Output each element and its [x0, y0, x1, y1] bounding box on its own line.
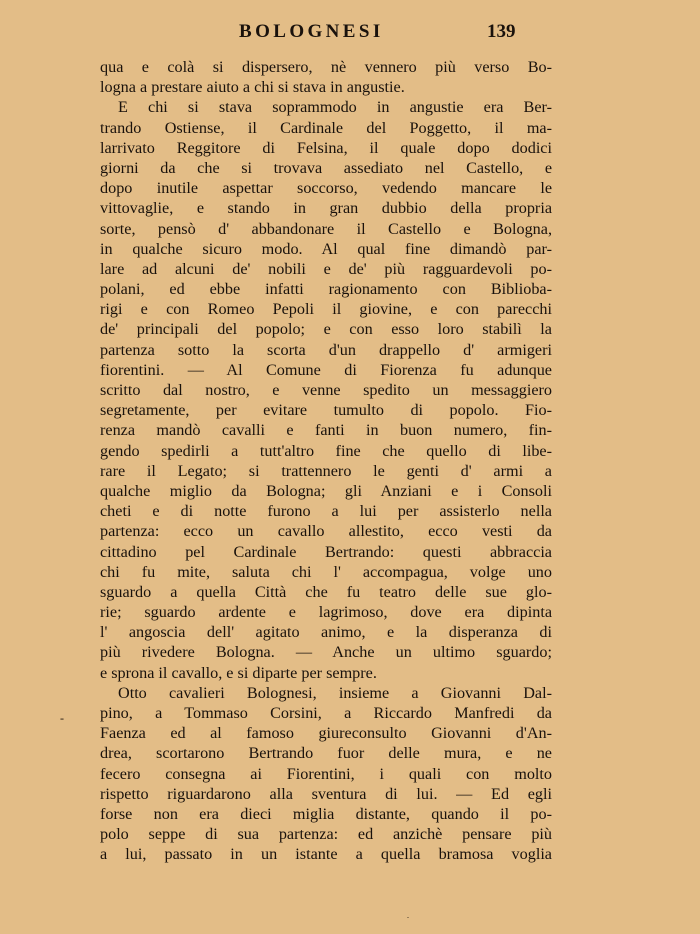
text-line: cheti e di notte furono a lui per assisterlo nella	[100, 502, 552, 521]
text-line: sorte, pensò d' abbandonare il Castello e Bologna,	[100, 219, 552, 238]
text-line: rispetto riguardarono alla sventura di lui. — Ed egli	[100, 784, 552, 803]
text-line: pino, a Tommaso Corsini, a Riccardo Manfredi da	[100, 704, 552, 722]
text-line: E chi si stava soprammodo in angustie era Ber-	[118, 98, 552, 117]
text-line: logna a prestare aiuto a chi si stava in angustie.	[100, 78, 405, 97]
text-line: scritto dal nostro, e venne spedito un messaggiero	[100, 381, 552, 399]
foot-mark: .	[407, 911, 409, 920]
text-line: rigi e con Romeo Pepoli il giovine, e con parecchi	[100, 300, 552, 319]
text-line: più rivedere Bologna. — Anche un ultimo sguardo;	[100, 643, 552, 662]
text-line: giorni da che si trovava assediato nel Castello, e	[100, 158, 552, 177]
text-line: larrivato Reggitore di Felsina, il quale dopo dodici	[100, 138, 552, 157]
text-line: drea, scortarono Bertrando fuor delle mura, e ne	[100, 744, 552, 763]
text-line: a lui, passato in un istante a quella bramosa voglia	[100, 845, 552, 864]
text-line: partenza: ecco un cavallo allestito, ecco vesti da	[100, 522, 552, 541]
text-line: polani, ed ebbe infatti ragionamento con Biblioba-	[100, 280, 552, 299]
text-line: chi fu mite, saluta chi l' accompagua, volge uno	[100, 562, 552, 581]
text-line: rie; sguardo ardente e lagrimoso, dove era dipinta	[100, 603, 552, 622]
text-line: cittadino pel Cardinale Bertrando: questi abbraccia	[100, 542, 552, 561]
text-line: qua e colà si dispersero, nè vennero più verso Bo-	[100, 58, 552, 76]
text-line: Faenza ed al famoso giureconsulto Giovanni d'An-	[100, 724, 552, 743]
text-line: e sprona il cavallo, e si diparte per sempre.	[100, 663, 377, 682]
text-line: gendo spedirli a tutt'altro fine che quello di libe-	[100, 441, 552, 460]
text-line: lare ad alcuni de' nobili e de' più ragguardevoli po-	[100, 259, 552, 278]
text-line: renza mandò cavalli e fanti in buon numero, fin-	[100, 421, 552, 440]
text-line: in qualche sicuro modo. Al qual fine dimandò par-	[100, 239, 552, 258]
text-line: fiorentini. — Al Comune di Fiorenza fu adunque	[100, 360, 552, 379]
text-line: polo seppe di sua partenza: ed anzichè pensare più	[100, 825, 552, 844]
margin-mark: -	[60, 711, 64, 725]
text-line: Otto cavalieri Bolognesi, insieme a Giovanni Dal-	[118, 683, 552, 702]
text-line: sguardo a quella Città che fu teatro delle sue glo-	[100, 582, 552, 601]
text-line: l' angoscia dell' agitato animo, e la disperanza di	[100, 623, 552, 642]
text-line: fecero consegna ai Fiorentini, i quali con molto	[100, 764, 552, 783]
body-text	[100, 57, 552, 865]
text-line: partenza sotto la scorta d'un drappello d' armigeri	[100, 340, 552, 359]
page-number: 139	[487, 21, 516, 42]
text-line: vittovaglie, e stando in gran dubbio della propria	[100, 199, 552, 218]
text-line: dopo inutile aspettar soccorso, vedendo mancare le	[100, 179, 552, 198]
text-line: de' principali del popolo; e con esso loro stabilì la	[100, 320, 552, 339]
text-line: segretamente, per evitare tumulto di popolo. Fio-	[100, 401, 552, 420]
text-line: trando Ostiense, il Cardinale del Poggetto, il ma-	[100, 118, 552, 137]
running-head-title: BOLOGNESI	[239, 21, 384, 42]
running-head	[0, 20, 700, 44]
text-line: rare il Legato; si trattennero le genti d' armi a	[100, 461, 552, 480]
text-line: forse non era dieci miglia distante, quando il po-	[100, 804, 552, 823]
text-line: qualche miglio da Bologna; gli Anziani e i Consoli	[100, 481, 552, 500]
